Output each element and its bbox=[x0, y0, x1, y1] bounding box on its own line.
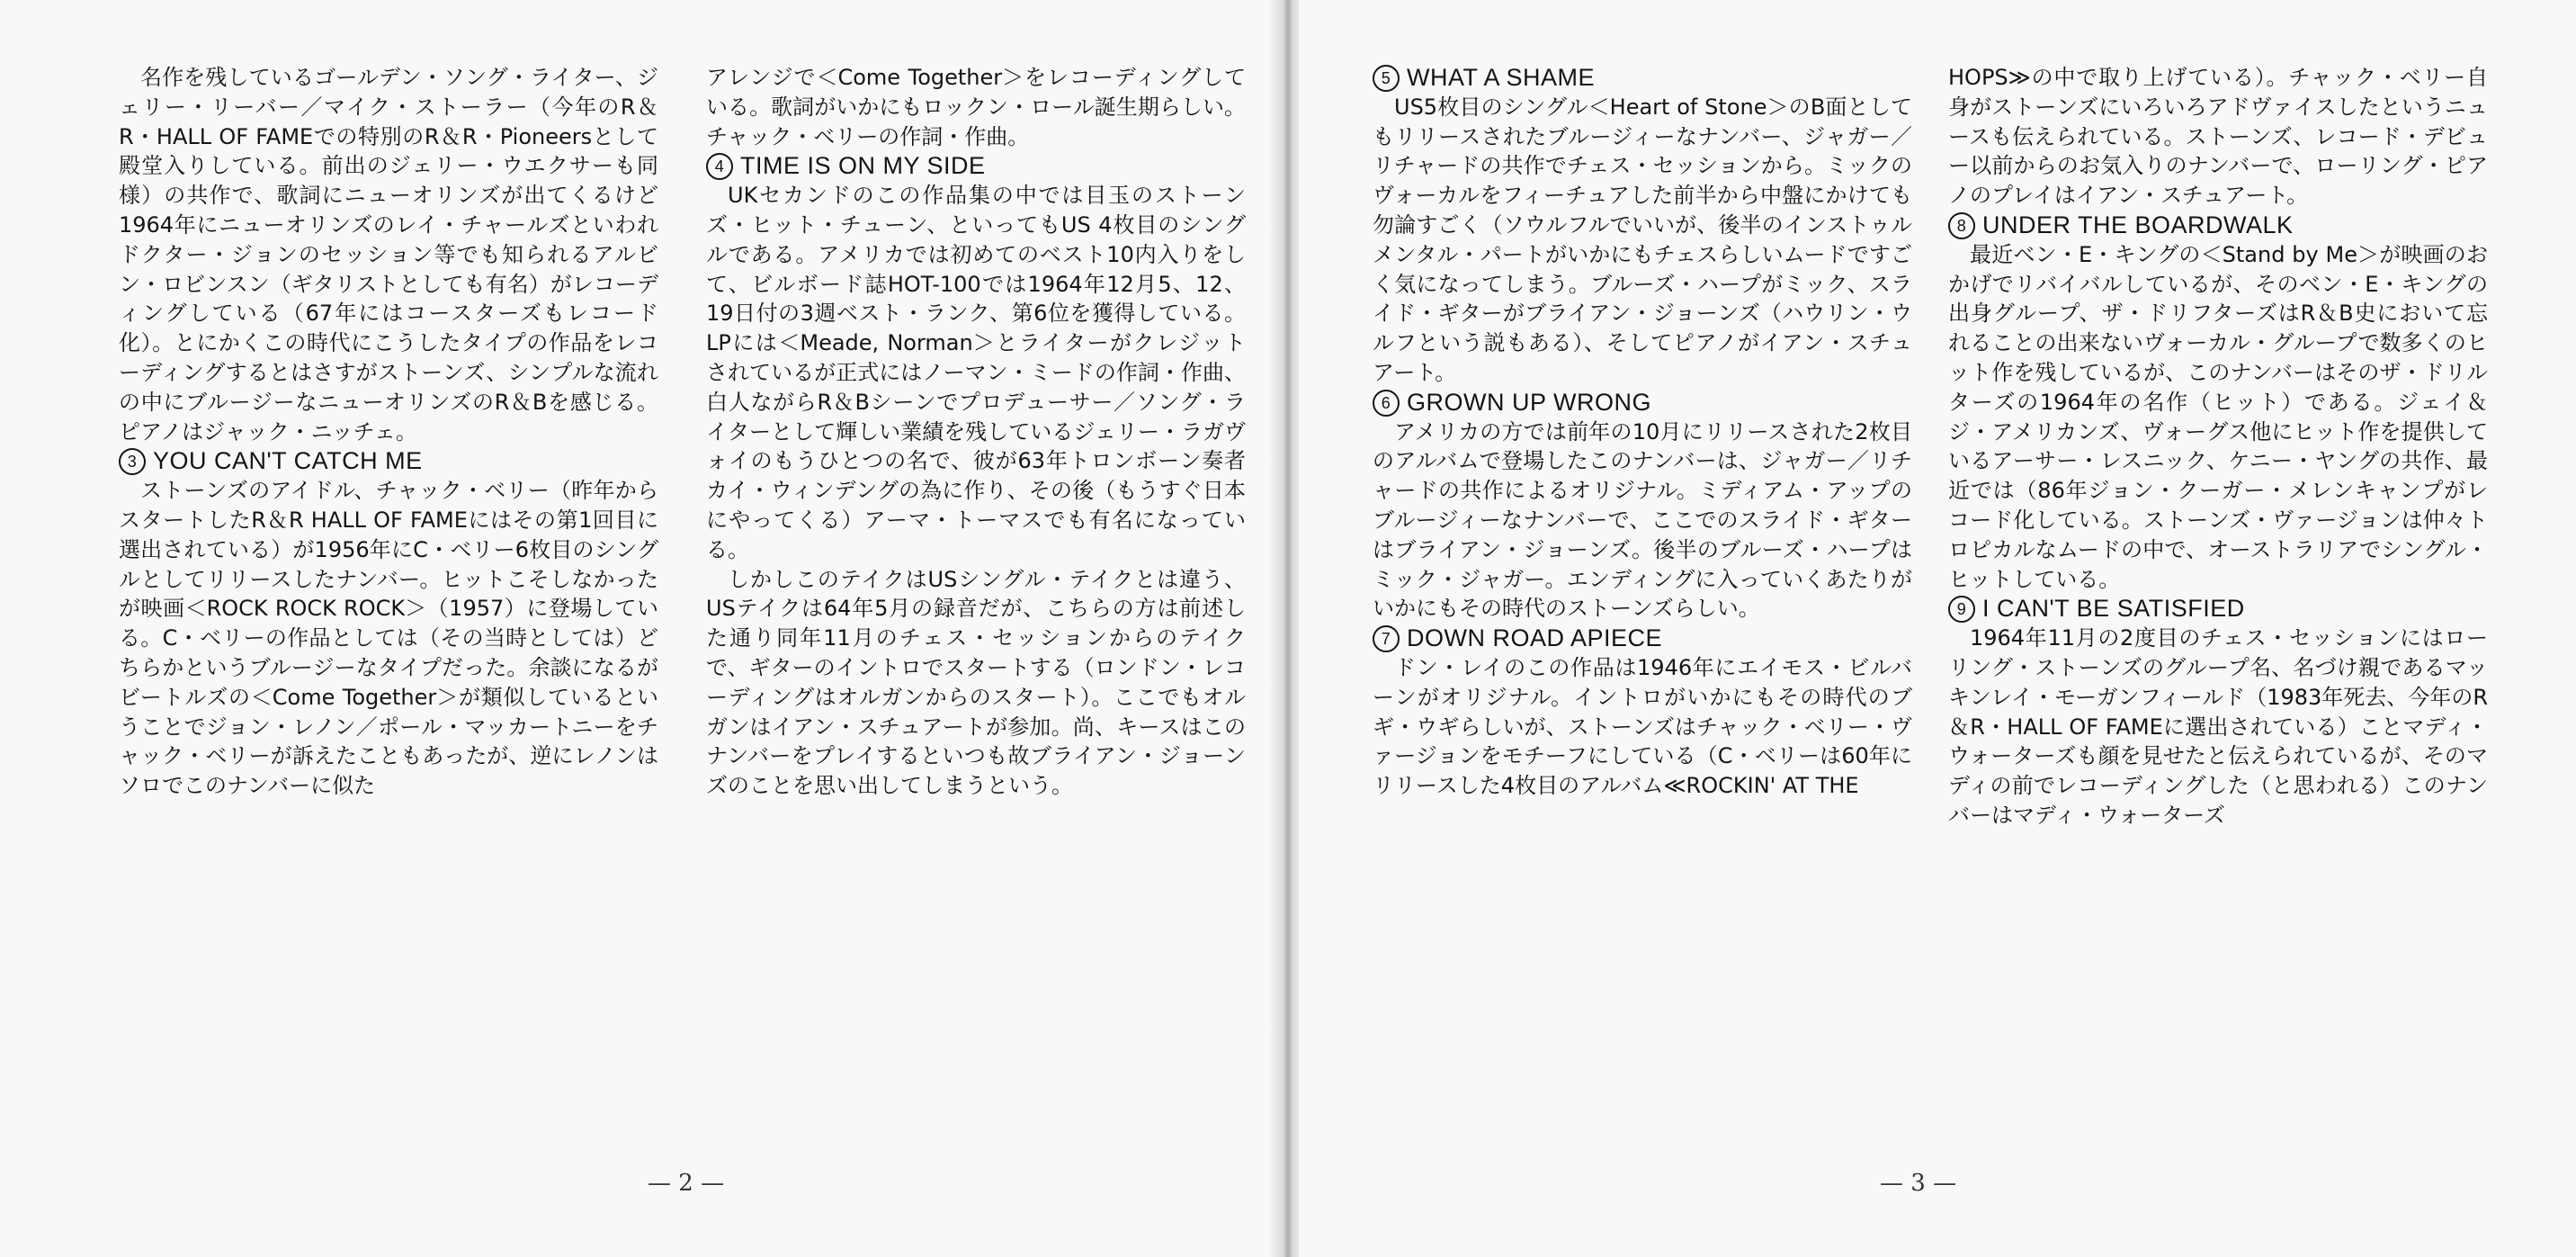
left-page bbox=[0, 0, 1277, 1257]
track-number: 4 bbox=[706, 153, 733, 180]
page-number-right: — 3 — bbox=[1880, 1170, 1957, 1197]
song-title: WHAT A SHAME bbox=[1407, 64, 1596, 91]
song-heading bbox=[1373, 388, 1912, 418]
body-paragraph: アメリカの方では前年の10月にリリースされた2枚目のアルバムで登場したこのナンバーは、ジャガー／リチャードの共作によるオリジナル。ミディアム・アップのブルージィーなナンバーで、ここでのスライド・ギターはブライアン・ジョーンズ。後半のブルーズ・ハープはミック・ジャガー。エンディングに入っていくあたりがいかにもその時代のストーンズらしい。 bbox=[1373, 418, 1912, 622]
body-paragraph: US5枚目のシングル＜Heart of Stone＞のB面としてもリリースされたブルージィーなナンバー、ジャガー／リチャードの共作でチェス・セッションから。ミックのヴォーカルをフィーチュアした前半から中盤にかけても勿論すごく（ソウルフルでいいが、後半のインストゥルメンタル・パートがいかにもチェスらしいムードですごく気になってしまう。ブルーズ・ハープがミック、スライド・ギターがブライアン・ジョーンズ（ハウリン・ウルフという説もある）、そしてピアノがイアン・スチュアート。 bbox=[1373, 94, 1912, 385]
body-paragraph: ストーンズのアイドル、チャック・ベリー（昨年からスタートしたR＆R HALL OF FAMEにはその第1回目に選出されている）が1956年にC・ベリー6枚目のシングルとしてリリースしたナンバー。ヒットこそしなかったが映画＜ROCK ROCK ROCK＞（1957）に登場している。C・ベリーの作品としては（その当時としては）どちらかというブルージーなタイプだった。余談になるがビートルズの＜Come Together＞が類似しているということでジョン・レノン／ポール・マッカートニーをチャック・ベリーが訴えたこともあったが、逆にレノンはソロでこのナンバーに似た bbox=[119, 478, 658, 799]
song-title: TIME IS ON MY SIDE bbox=[740, 152, 986, 180]
right-page-column-2 bbox=[1948, 63, 2488, 831]
body-paragraph: 最近ベン・E・キングの＜Stand by Me＞が映画のおかげでリバイバルしているが、そのベン・E・キングの出身グループ、ザ・ドリフターズはR＆B史において忘れることの出来ないヴォーカル・グループで数多くのヒット作を残しているが、このナンバーはそのザ・ドリルターズの1964年の名作（ヒット）である。ジェイ＆ジ・アメリカンズ、ヴォーグス他にヒット作を提供しているアーサー・レスニック、ケニー・ヤングの共作、最近では（86年ジョン・クーガー・メレンキャンプがレコード化している。ストーンズ・ヴァージョンは仲々トロピカルなムードの中で、オーストラリアでシングル・ヒットしている。 bbox=[1948, 241, 2488, 592]
track-number: 8 bbox=[1948, 212, 1975, 239]
song-title: GROWN UP WRONG bbox=[1407, 388, 1651, 416]
song-title: DOWN ROAD APIECE bbox=[1407, 624, 1663, 652]
song-heading bbox=[1373, 63, 1912, 93]
song-heading bbox=[1948, 594, 2488, 624]
song-heading bbox=[1373, 624, 1912, 653]
body-paragraph: しかしこのテイクはUSシングル・テイクとは違う、USテイクは64年5月の録音だが、こちらの方は前述した通り同年11月のチェス・セッションからのテイクで、ギターのイントロでスタートする（ロンドン・レコーディングはオルガンからのスタート）。ここでもオルガンはイアン・スチュアートが参加。尚、キースはこのナンバーをプレイするといつも故ブライアン・ジョーンズのことを思い出してしまうという。 bbox=[706, 566, 1246, 799]
track-number: 7 bbox=[1373, 625, 1400, 652]
body-paragraph: UKセカンドのこの作品集の中では目玉のストーンズ・ヒット・チューン、といってもUS 4枚目のシングルである。アメリカでは初めてのベスト10内入りをして、ビルボード誌HOT-100では1964年12月5、12、19日付の3週ベスト・ランク、第6位を獲得している。LPには＜Meade, Norman＞とライターがクレジットされているが正式にはノーマン・ミードの作詞・作曲、白人ながらR＆Bシーンでプロデューサー／ソング・ライターとして輝しい業績を残しているジェリー・ラガヴォイのもうひとつの名で、彼が63年トロンボーン奏者カイ・ウィンデングの為に作り、その後（もうすぐ日本にやってくる）アーマ・トーマスでも有名になっている。 bbox=[706, 183, 1246, 562]
right-page-column-1 bbox=[1373, 63, 1912, 801]
song-heading bbox=[706, 151, 1246, 181]
body-paragraph: ドン・レイのこの作品は1946年にエイモス・ビルバーンがオリジナル。イントロがいかにもその時代のブギ・ウギらしいが、ストーンズはチャック・ベリー・ヴァージョンをモチーフにしている（C・ベリーは60年にリリースした4枚目のアルバム≪ROCKIN' AT THE bbox=[1373, 654, 1912, 799]
track-number: 3 bbox=[119, 448, 146, 475]
track-number: 9 bbox=[1948, 596, 1975, 623]
left-page-column-2 bbox=[706, 63, 1246, 801]
song-title: YOU CAN'T CATCH ME bbox=[153, 447, 423, 475]
body-paragraph: 1964年11月の2度目のチェス・セッションにはローリング・ストーンズのグループ名、名づけ親であるマッキンレイ・モーガンフィールド（1983年死去、今年のR＆R・HALL OF FAMEに選出されている）ことマディ・ウォーターズも顔を見せたと伝えられているが、そのマディの前でレコーディングした（と思われる）このナンバーはマディ・ウォーターズ bbox=[1948, 625, 2488, 828]
track-number: 6 bbox=[1373, 390, 1400, 417]
song-heading bbox=[119, 446, 658, 476]
right-page bbox=[1299, 0, 2576, 1257]
track-number: 5 bbox=[1373, 65, 1400, 92]
song-title: UNDER THE BOARDWALK bbox=[1982, 211, 2294, 238]
song-heading bbox=[1948, 211, 2488, 240]
body-paragraph: 名作を残しているゴールデン・ソング・ライター、ジェリー・リーバー／マイク・ストーラー（今年のR＆R・HALL OF FAMEでの特別のR＆R・Pioneersとして殿堂入りしている。前出のジェリー・ウエクサーも同様）の共作で、歌詞にニューオリンズが出てくるけど1964年にニューオリンズのレイ・チャールズといわれドクター・ジョンのセッション等でも知られるアルビン・ロビンスン（ギタリストとしても有名）がレコーディングしている（67年にはコースターズもレコード化）。とにかくこの時代にこうしたタイプの作品をレコーディングするとはさすがストーンズ、シンプルな流れの中にブルージーなニューオリンズのR＆Bを感じる。ピアノはジャック・ニッチェ。 bbox=[119, 65, 658, 444]
body-paragraph: HOPS≫の中で取り上げている）。チャック・ベリー自身がストーンズにいろいろアドヴァイスしたというニュースも伝えられている。ストーンズ、レコード・デビュー以前からのお気入りのナンバーで、ローリング・ピアノのプレイはイアン・スチュアート。 bbox=[1948, 65, 2488, 209]
page-number-left: — 2 — bbox=[648, 1170, 725, 1197]
left-page-column-1 bbox=[119, 63, 658, 801]
body-paragraph: アレンジで＜Come Together＞をレコーディングしている。歌詞がいかにもロックン・ロール誕生期らしい。チャック・ベリーの作詞・作曲。 bbox=[706, 65, 1246, 149]
song-title: I CAN'T BE SATISFIED bbox=[1982, 595, 2245, 623]
